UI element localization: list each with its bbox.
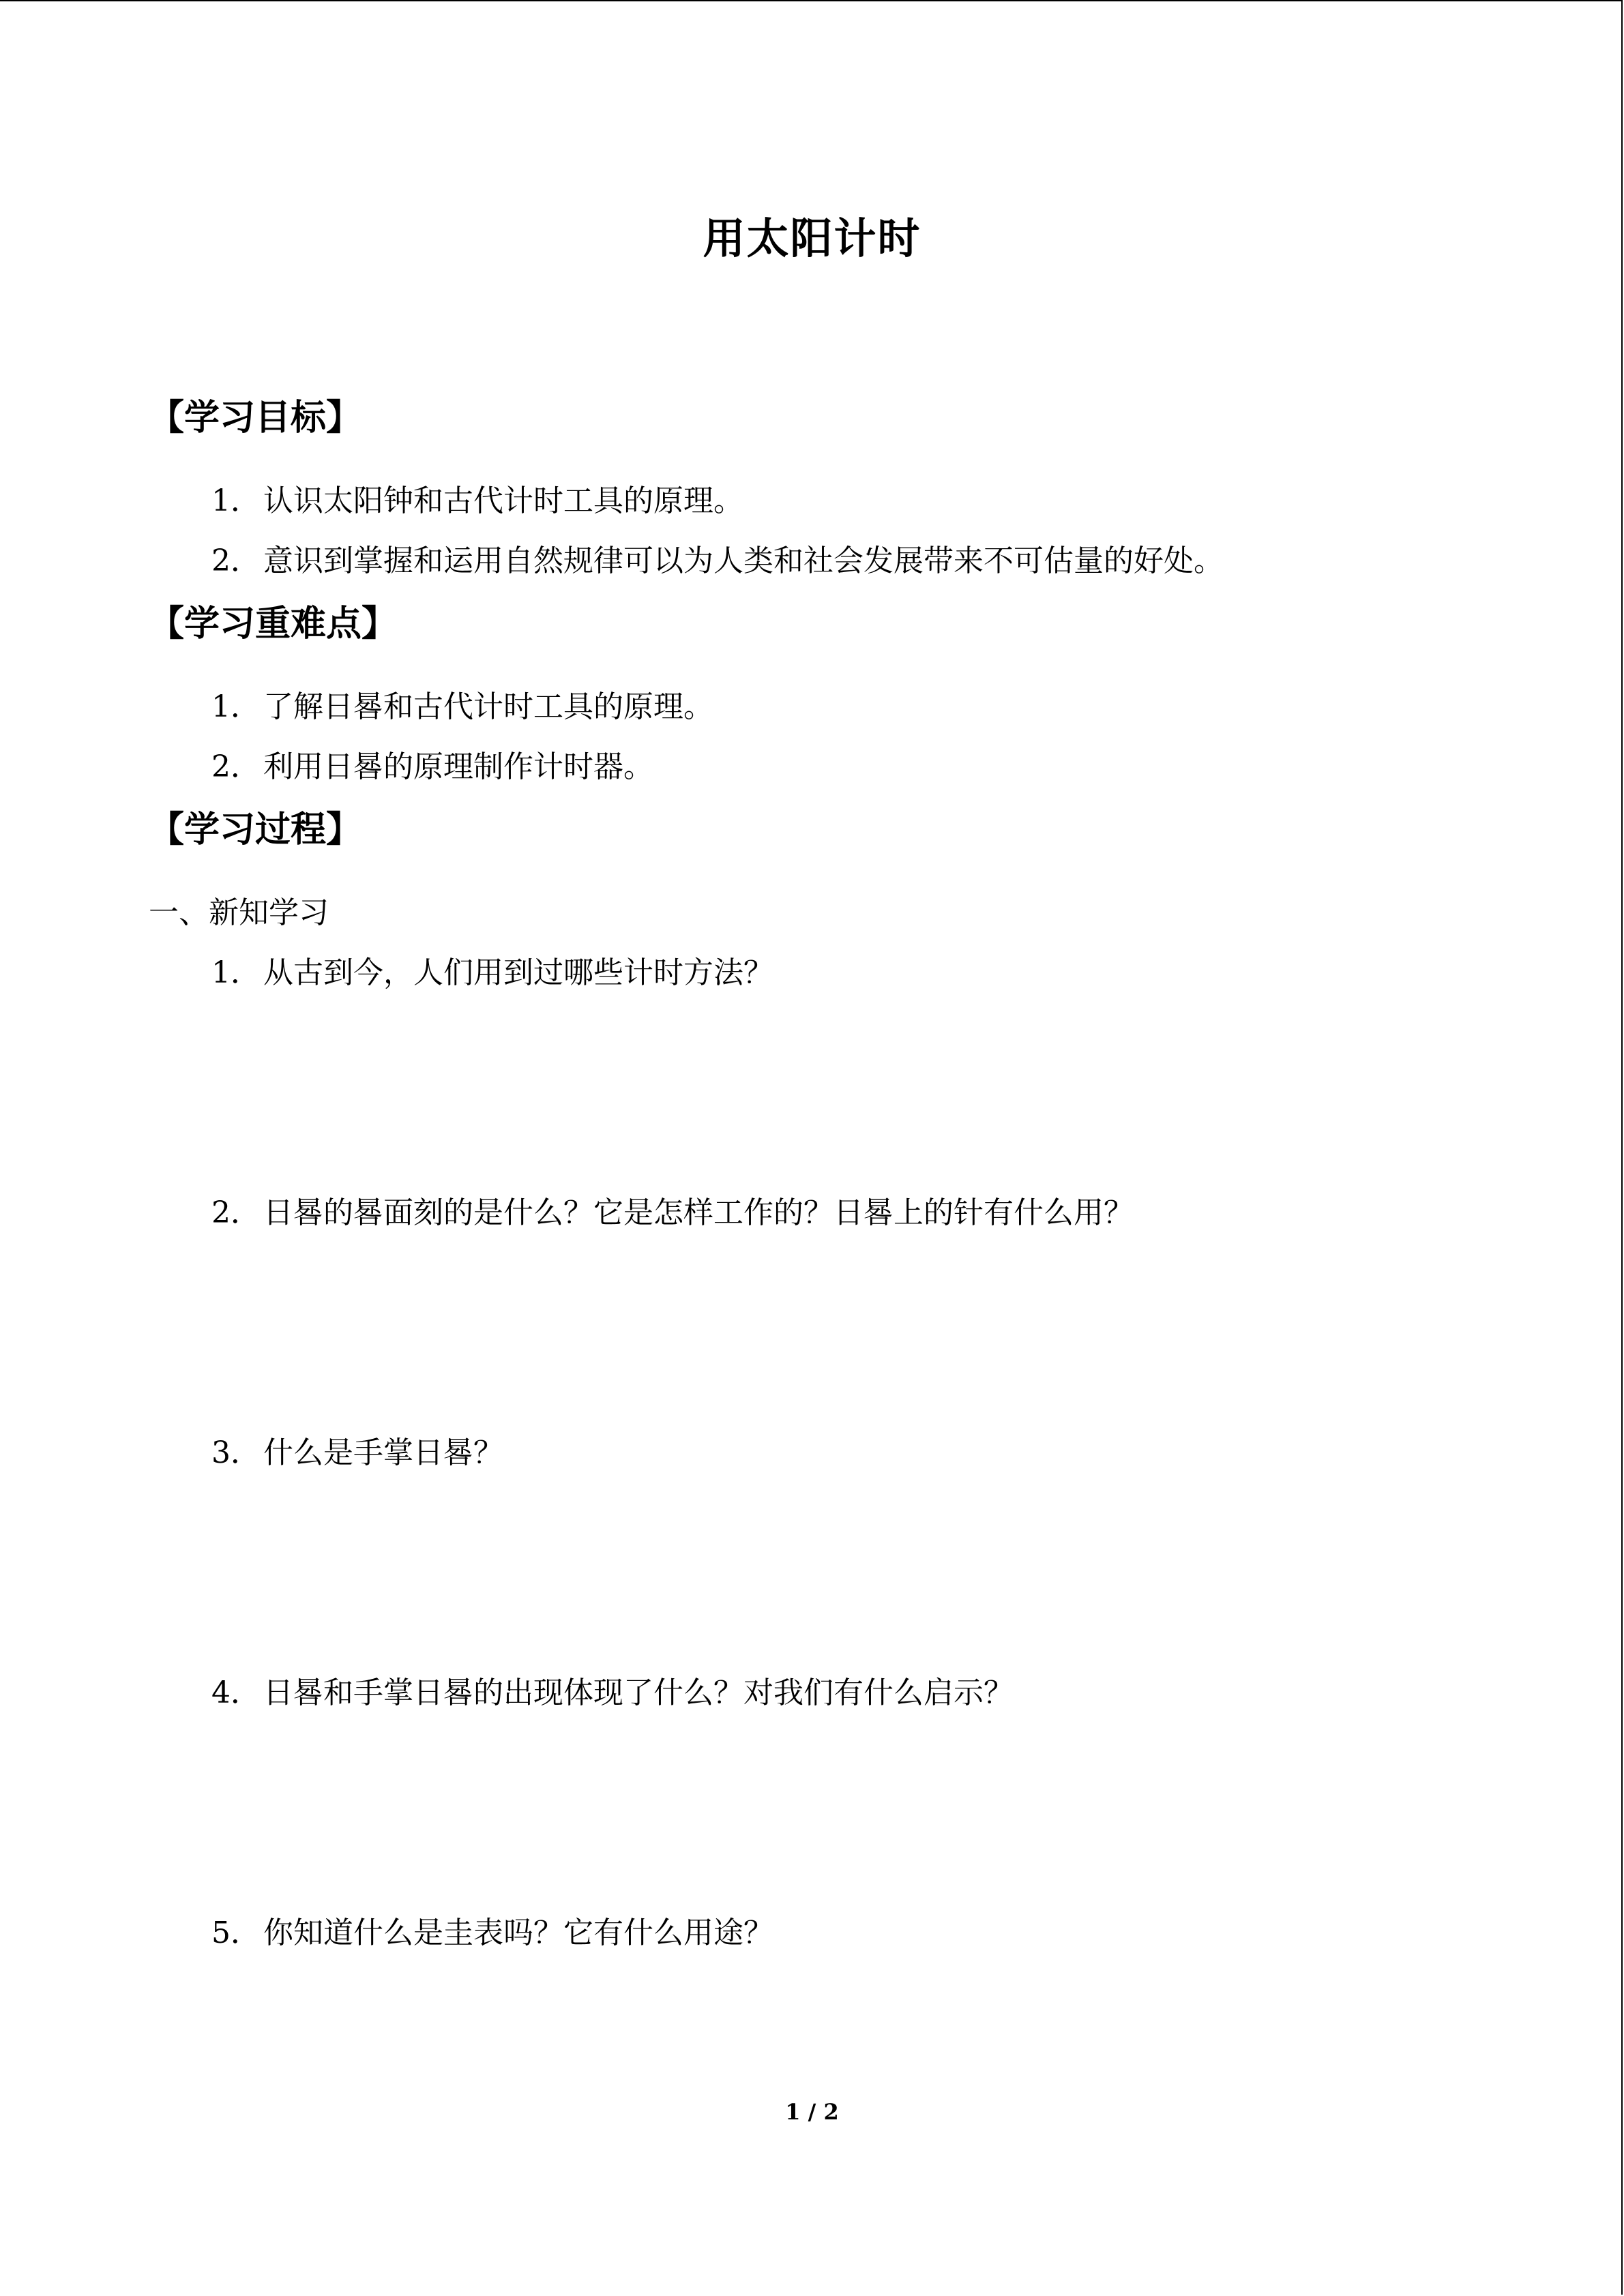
question-text: 从古到今，人们用到过哪些计时方法？ bbox=[263, 955, 773, 990]
key-point-text: 了解日晷和古代计时工具的原理。 bbox=[263, 689, 713, 724]
key-point-number: 1． bbox=[211, 689, 261, 724]
question-2 bbox=[211, 1188, 1134, 1232]
goal-item-number: 1． bbox=[211, 483, 261, 518]
question-number: 3． bbox=[211, 1435, 261, 1470]
question-text: 日晷的晷面刻的是什么？它是怎样工作的？日晷上的针有什么用？ bbox=[263, 1195, 1134, 1230]
key-point-item-1 bbox=[211, 682, 713, 726]
page-number: 1 / 2 bbox=[785, 2099, 839, 2125]
question-number: 2． bbox=[211, 1195, 261, 1230]
question-4 bbox=[211, 1668, 1014, 1712]
question-number: 1． bbox=[211, 955, 261, 990]
question-text: 日晷和手掌日晷的出现体现了什么？对我们有什么启示？ bbox=[263, 1675, 1014, 1710]
section-heading-key-points: 【学习重难点】 bbox=[149, 603, 398, 644]
goal-item-text: 意识到掌握和运用自然规律可以为人类和社会发展带来不可估量的好处。 bbox=[263, 543, 1224, 578]
subsection-new-knowledge: 一、新知学习 bbox=[149, 895, 329, 930]
goal-item-1 bbox=[211, 476, 743, 520]
section-heading-process: 【学习过程】 bbox=[149, 809, 362, 850]
key-point-item-2 bbox=[211, 742, 653, 786]
key-point-text: 利用日晷的原理制作计时器。 bbox=[263, 749, 653, 784]
question-1 bbox=[211, 948, 773, 992]
question-text: 什么是手掌日晷？ bbox=[263, 1435, 503, 1470]
goal-item-2 bbox=[211, 536, 1224, 580]
question-number: 4． bbox=[211, 1675, 261, 1710]
goal-item-number: 2． bbox=[211, 543, 261, 578]
goal-item-text: 认识太阳钟和古代计时工具的原理。 bbox=[263, 483, 743, 518]
question-text: 你知道什么是圭表吗？它有什么用途？ bbox=[263, 1915, 773, 1950]
question-5 bbox=[211, 1908, 773, 1952]
question-number: 5． bbox=[211, 1915, 261, 1950]
key-point-number: 2． bbox=[211, 749, 261, 784]
question-3 bbox=[211, 1428, 503, 1472]
section-heading-goals: 【学习目标】 bbox=[149, 398, 362, 438]
page-title: 用太阳计时 bbox=[703, 213, 921, 263]
